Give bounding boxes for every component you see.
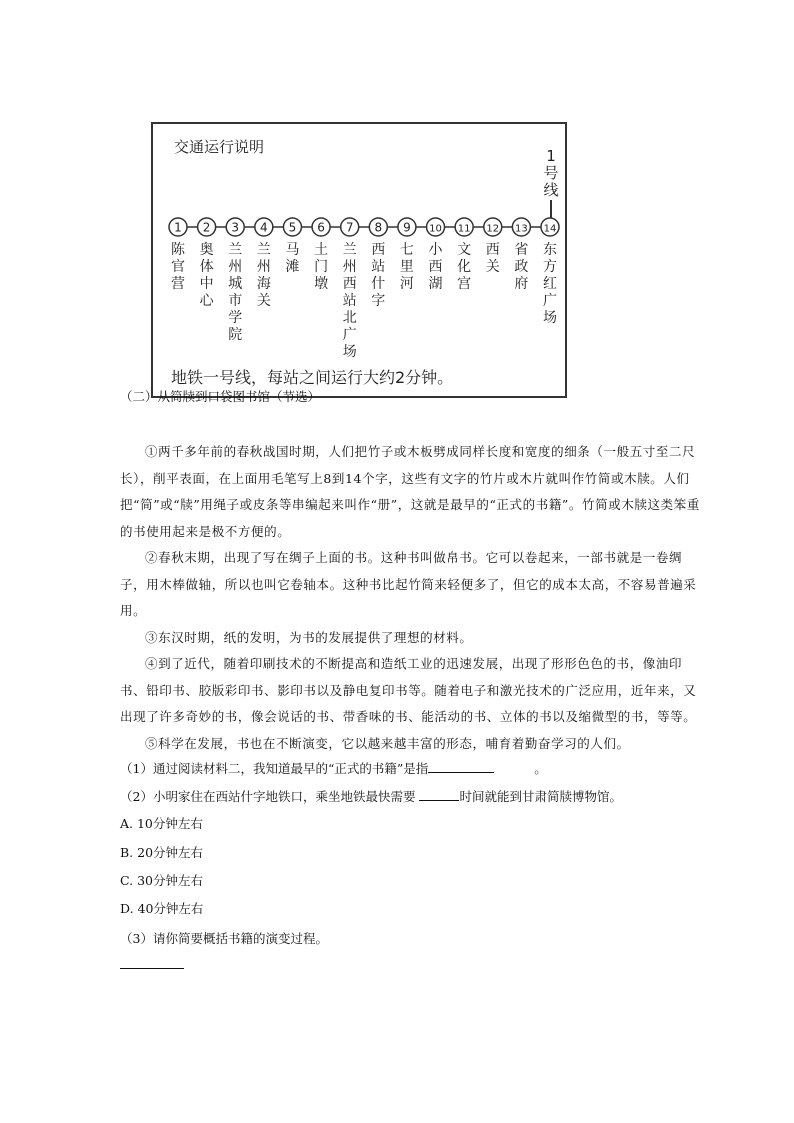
- station-number-3: 3: [231, 220, 240, 235]
- line-1-label: 1号线: [543, 147, 559, 199]
- station-name-1: 陈官营: [171, 242, 185, 292]
- station-number-7: 7: [345, 220, 354, 235]
- metro-note: 地铁一号线，每站之间运行大约2分钟。: [171, 368, 454, 387]
- station-name-13: 省政府: [514, 242, 529, 292]
- question-1-end: 。: [534, 761, 547, 776]
- station-number-8: 8: [374, 220, 383, 235]
- station-number-1: 1: [174, 220, 182, 235]
- passage: [120, 439, 700, 757]
- metro-map-title: 交通运行说明: [174, 138, 265, 156]
- station-name-5: 马滩: [285, 242, 300, 275]
- station-name-12: 西关: [485, 242, 500, 275]
- question-1-blank[interactable]: [428, 759, 494, 773]
- station-name-7: 兰州西站北广场: [342, 242, 357, 360]
- question-3-answer-line[interactable]: [120, 968, 184, 969]
- station-number-6: 6: [317, 220, 325, 235]
- station-name-9: 七里河: [399, 242, 414, 292]
- question-2-text: （2）小明家住在西站什字地铁口，乘坐地铁最快需要: [120, 789, 416, 804]
- option-d[interactable]: D. 40分钟左右: [120, 901, 204, 916]
- station-number-13: 13: [515, 223, 528, 235]
- station-name-4: 兰州海关: [256, 242, 271, 309]
- station-name-2: 奥体中心: [199, 242, 214, 309]
- option-b[interactable]: B. 20分钟左右: [120, 845, 204, 860]
- station-number-12: 12: [486, 223, 500, 235]
- question-2-text-after: 时间就能到甘肃简牍博物馆。: [459, 789, 622, 804]
- question-3: （3）请你简要概括书籍的演变过程。: [120, 931, 328, 946]
- station-name-10: 小西湖: [428, 242, 443, 292]
- question-1-text: （1）通过阅读材料二，我知道最早的“正式的书籍”是指: [120, 761, 429, 776]
- question-2: [120, 787, 622, 807]
- station-number-4: 4: [260, 220, 268, 235]
- paragraph-5: ⑤科学在发展，书也在不断演变，它以越来越丰富的形态，哺育着勤奋学习的人们。: [145, 735, 630, 751]
- station-name-3: 兰州城市学院: [228, 242, 243, 343]
- question-1: [120, 759, 547, 779]
- station-number-2: 2: [202, 220, 211, 235]
- question-2-blank[interactable]: [419, 787, 459, 801]
- section-heading: （二）从简牍到口袋图书馆（节选）: [120, 389, 321, 404]
- station-name-8: 西站什字: [371, 242, 386, 309]
- station-name-14: 东方红广场: [543, 242, 557, 326]
- station-name-11: 文化宫: [457, 242, 472, 292]
- option-a[interactable]: A. 10分钟左右: [120, 816, 203, 831]
- option-c[interactable]: C. 30分钟左右: [120, 873, 203, 888]
- station-number-10: 10: [429, 223, 442, 235]
- paragraph-1: ①两千多年前的春秋战国时期，人们把竹子或木板劈成同样长度和宽度的细条（一般五寸至二尺长），削平表面，在上面用毛笔写上8到14个字，这些有文字的竹片或木片就叫作竹简或木牍。人们把“简”或“牍”用绳子或皮条等串编起来叫作“册”，这就是最早的“正式的书籍”。竹简或木牍这类笨重的书使用起来是极不方便的。: [120, 444, 700, 539]
- paragraph-4: ④到了近代，随着印刷技术的不断提高和造纸工业的迅速发展，出现了形形色色的书，像油印书、铅印书、胶版彩印书、影印书以及静电复印书等。随着电子和激光技术的广泛应用，近年来，又出现了许多奇妙的书，像会说话的书、带香味的书、能活动的书、立体的书以及缩微型的书，等等。: [120, 656, 697, 724]
- station-number-14: 14: [543, 223, 557, 235]
- station-name-6: 土门墩: [314, 242, 329, 292]
- station-number-11: 11: [457, 223, 471, 235]
- station-number-9: 9: [403, 220, 411, 235]
- paragraph-3: ③东汉时期，纸的发明，为书的发展提供了理想的材料。: [145, 629, 473, 645]
- metro-map-figure: [151, 122, 567, 398]
- paragraph-2: ②春秋末期，出现了写在绸子上面的书。这种书叫做帛书。它可以卷起来，一部书就是一卷绸子，用木棒做轴，所以也叫它卷轴本。这种书比起竹简来轻便多了，但它的成本太高，不容易普遍采用。: [120, 550, 697, 618]
- station-number-5: 5: [288, 220, 297, 235]
